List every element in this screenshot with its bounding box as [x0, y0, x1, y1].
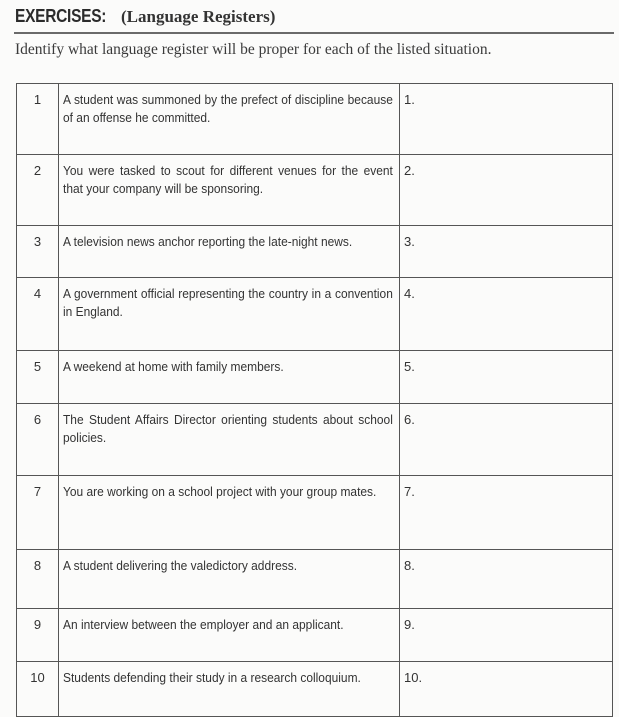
heading-divider: [14, 32, 614, 34]
row-number: 1: [17, 84, 59, 155]
situation-text: A weekend at home with family members.: [63, 359, 284, 374]
row-number: 5: [17, 351, 59, 404]
situation-text: You are working on a school project with your group mates.: [63, 484, 377, 499]
situation-text: A government official representing the country in a convention in England.: [63, 286, 393, 319]
situation-cell: [59, 609, 400, 662]
situation-cell: [59, 662, 400, 717]
row-number: 8: [17, 550, 59, 609]
situation-cell: [59, 226, 400, 278]
row-number: 3: [17, 226, 59, 278]
situation-text: You were tasked to scout for different venues for the event that your company will be sponsoring.: [63, 163, 393, 196]
situation-text: Students defending their study in a research colloquium.: [63, 670, 361, 685]
table-row: [17, 550, 613, 609]
answer-cell[interactable]: 10.: [400, 662, 613, 717]
table-row: [17, 476, 613, 550]
row-number: 10: [17, 662, 59, 717]
exercise-heading: [15, 6, 275, 27]
table-row: [17, 226, 613, 278]
situation-cell: [59, 351, 400, 404]
situation-cell: [59, 476, 400, 550]
answer-cell[interactable]: 6.: [400, 404, 613, 476]
row-number: 6: [17, 404, 59, 476]
answer-cell[interactable]: 9.: [400, 609, 613, 662]
table-row: [17, 278, 613, 351]
situation-cell: [59, 550, 400, 609]
table-row: [17, 404, 613, 476]
answer-cell[interactable]: 8.: [400, 550, 613, 609]
situation-cell: [59, 84, 400, 155]
situation-cell: [59, 404, 400, 476]
answer-cell[interactable]: 3.: [400, 226, 613, 278]
answer-cell[interactable]: 5.: [400, 351, 613, 404]
table-row: [17, 351, 613, 404]
answer-cell[interactable]: 4.: [400, 278, 613, 351]
table-row: [17, 155, 613, 226]
answer-cell[interactable]: 1.: [400, 84, 613, 155]
situation-text: The Student Affairs Director orienting students about school policies.: [63, 412, 393, 445]
situation-text: An interview between the employer and an applicant.: [63, 617, 344, 632]
instruction-text: Identify what language register will be proper for each of the listed situation.: [15, 41, 492, 58]
answer-cell[interactable]: 2.: [400, 155, 613, 226]
situation-text: A student was summoned by the prefect of discipline because of an offense he committed.: [63, 92, 393, 125]
situation-text: A television news anchor reporting the late-night news.: [63, 234, 353, 249]
heading-title: EXERCISES:: [15, 6, 107, 26]
table-row: [17, 662, 613, 717]
row-number: 4: [17, 278, 59, 351]
row-number: 2: [17, 155, 59, 226]
situation-text: A student delivering the valedictory address.: [63, 558, 298, 573]
situation-cell: [59, 155, 400, 226]
table-row: [17, 84, 613, 155]
row-number: 7: [17, 476, 59, 550]
exercise-table: [16, 83, 613, 717]
heading-subtitle: (Language Registers): [121, 7, 276, 26]
answer-cell[interactable]: 7.: [400, 476, 613, 550]
situation-cell: [59, 278, 400, 351]
row-number: 9: [17, 609, 59, 662]
table-row: [17, 609, 613, 662]
